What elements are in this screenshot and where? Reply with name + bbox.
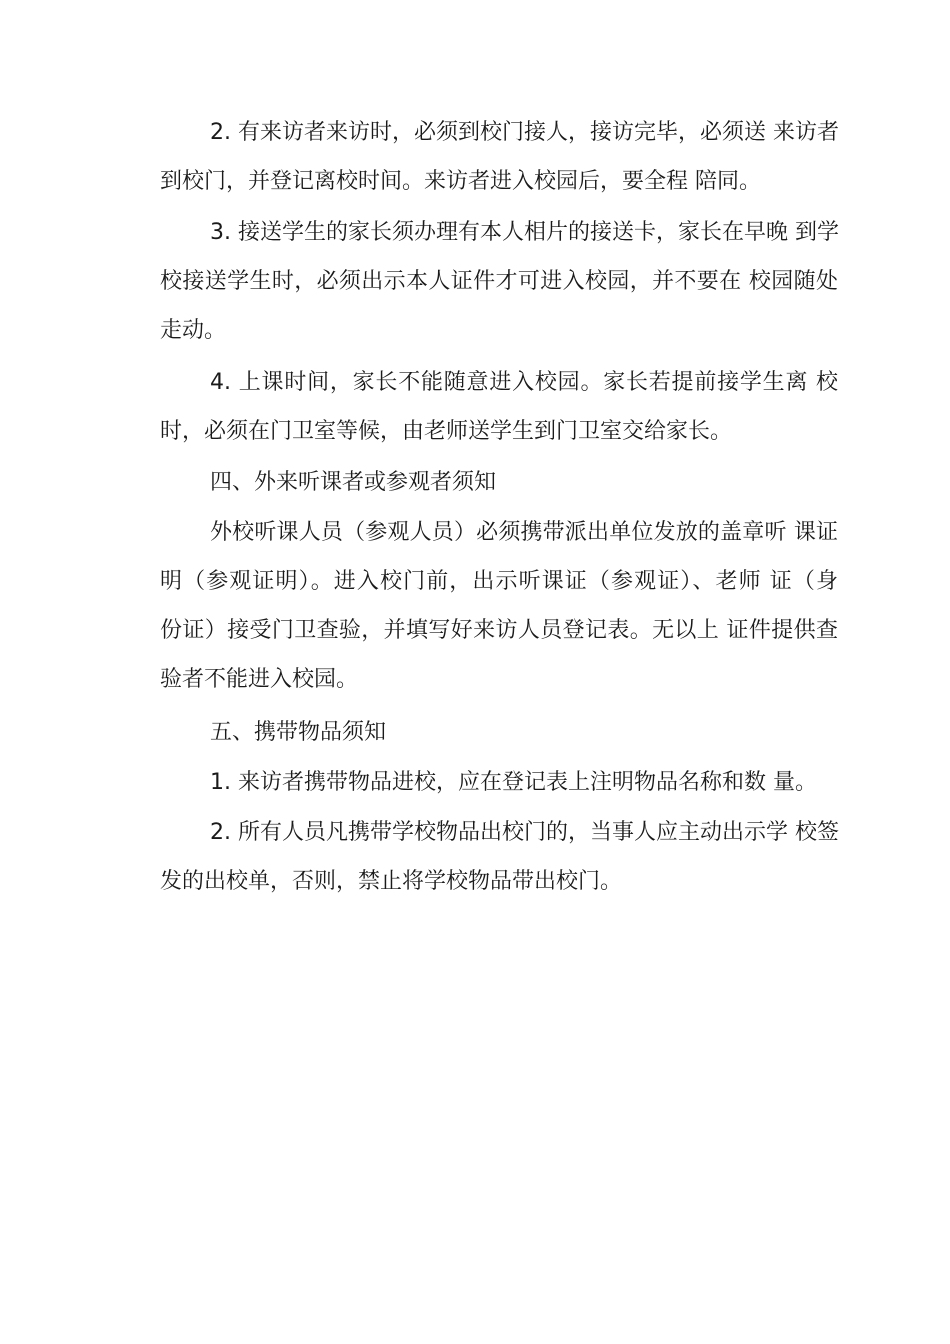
text-line: 发的出校单，否则，禁止将学校物品带出校门。 [160, 869, 623, 894]
text-line: 1. 来访者携带物品进校，应在登记表上注明物品名称和数 量。 [210, 770, 817, 795]
text-line: 2. 所有人员凡携带学校物品出校门的，当事人应主动出示学 校签 [210, 820, 839, 845]
paragraph-parent-pickup-card [110, 208, 838, 355]
text-line: 时，必须在门卫室等候，由老师送学生到门卫室交给家长。 [160, 419, 733, 444]
text-line: 明（参观证明）。进入校门前，出示听课证（参观证）、老师 证（身 [160, 569, 838, 594]
text-line: 4. 上课时间，家长不能随意进入校园。家长若提前接学生离 校 [210, 370, 838, 395]
text-line: 验者不能进入校园。 [160, 667, 359, 692]
text-line: 份证）接受门卫查验，并填写好来访人员登记表。无以上 证件提供查 [160, 618, 838, 643]
section-heading: 四、外来听课者或参观者须知 [210, 470, 497, 495]
paragraph-class-time-rules [110, 358, 838, 456]
text-line: 到校门，并登记离校时间。来访者进入校园后，要全程 陪同。 [160, 169, 761, 194]
paragraph-observer-certificates [110, 508, 838, 704]
section-heading: 五、携带物品须知 [210, 720, 387, 745]
section-heading-outside-observers [110, 458, 838, 507]
paragraph-register-items [110, 758, 838, 807]
paragraph-visitor-escort [110, 108, 838, 206]
text-line: 外校听课人员（参观人员）必须携带派出单位发放的盖章听 课证 [210, 520, 838, 545]
text-line: 3. 接送学生的家长须办理有本人相片的接送卡，家长在早晚 到学 [210, 220, 839, 245]
text-line: 走动。 [160, 318, 227, 343]
paragraph-school-items-exit [110, 808, 838, 906]
text-line: 2. 有来访者来访时，必须到校门接人，接访完毕，必须送 来访者 [210, 120, 839, 145]
section-heading-carried-items [110, 708, 838, 757]
text-line: 校接送学生时，必须出示本人证件才可进入校园，并不要在 校园随处 [160, 269, 838, 294]
